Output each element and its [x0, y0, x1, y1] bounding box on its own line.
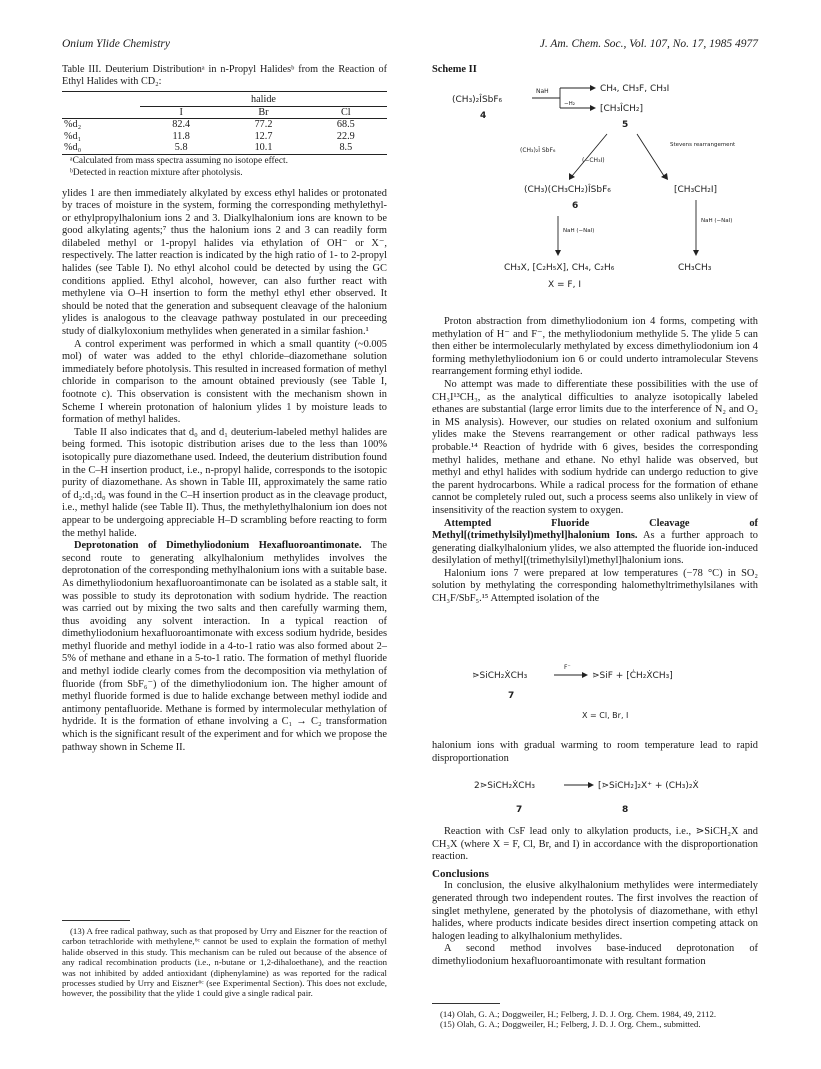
eq1-reactant: ⋗SiCH₂ẊCH₃ — [472, 671, 528, 681]
table-iii-caption: Table III. Deuterium Distributionᵃ in n-Propyl Halidesᵇ from the Reaction of Ethyl Halides with CD₂: — [62, 64, 387, 87]
section-run-in-heading: Deprotonation of Dimethyliodonium Hexafluoroantimonate. — [74, 540, 362, 552]
ethane: CH₃CH₃ — [678, 263, 712, 273]
label-4: 4 — [480, 111, 487, 121]
section-run-in-heading: Attempted Fluoride Cleavage of Methyl[(trimethylsilyl)methyl]halonium Ions. — [432, 517, 758, 542]
arrowhead — [590, 85, 596, 91]
right-footnotes — [432, 1009, 758, 1030]
scheme-ii-diagram — [432, 80, 758, 310]
paragraph: In conclusion, the elusive alkylhalonium methylides were intermediately generated through two independent routes. The first involves the reaction of singlet methylene, generated by the photolysis of diazomethane, with ethyl halides, where products indicate besides direct insertion competing attack on halogen leading to alkylhalonium methylides. — [432, 880, 758, 942]
footnote-14: (14) Olah, G. A.; Doggweiler, H.; Felberg, J. D. J. Org. Chem. 1984, 49, 2112. — [440, 1009, 717, 1019]
ion-6: (CH₃)(CH₃CH₂)ÎSbF₆ — [524, 185, 611, 195]
paragraph: No attempt was made to differentiate these possibilities with the use of CH₃I¹³CH₃, as the analytical difficulties to analyze isotopically labeled ethanes are substantial (large error limits due to the interference of N₂ and O₂ in MS analysis). However, our studies on related oxonium and sulfonium ylides make the Stevens rearrangement or other radical pathways less probable.¹⁴ Reaction of hydride with 6 gives, besides the corresponding methyl halides, methane and ethane. No ethyl halide was observed, but methyl and ethyl halides with sodium hydride can undergo reduction to give the parent hydrocarbons. While a radical process for the formation of ethane cannot be completely ruled out, such a process seems also unlikely in view of insensitivity of the reaction system to oxygen. — [432, 378, 758, 516]
footnote-15: (15) Olah, G. A.; Doggweiler, H.; Felberg, J. D. J. Org. Chem., submitted. — [440, 1019, 701, 1030]
eq2-reactant: 2⋗SiCH₂ẊCH₃ — [474, 781, 535, 791]
arrowhead — [555, 250, 561, 256]
table-cell: 12.7 — [254, 130, 273, 142]
arrowhead — [661, 173, 668, 180]
eq2-label-8: 8 — [622, 805, 629, 815]
paragraph: Halonium ions 7 were prepared at low temperatures (−78 °C) in SO₂ solution by methylating the corresponding halomethyltrimethylsilanes with CH₃F/SbF₅.¹⁵ Attempted isolation of the — [432, 567, 758, 605]
table-cell: 5.8 — [174, 142, 188, 153]
equation-2 — [432, 770, 758, 820]
label-5: 5 — [622, 120, 629, 130]
paragraph — [62, 540, 387, 754]
paragraph: A second method involves base-induced deprotonation of dimethyliodonium hexafluoroantimonate with resultant formation — [432, 943, 758, 967]
table-cell: 22.9 — [336, 130, 355, 142]
paragraph: Reaction with CsF lead only to alkylation products, i.e., ⋗SiCH₂X and CH₃X (where X = F, Cl, Br, and I) in accordance with the disproportionation reaction. — [432, 826, 758, 863]
paragraph: Proton abstraction from dimethyliodonium ion 4 forms, competing with methylation of H⁻ and F⁻, the methyliodonium methylide 5. The ylide 5 can then either be intermolecularly methylated by excess dimethyliodonium ion 4 forming methylethyliodonium ion 6 or could underto intramolecular Stevens rearrangement forming ethyl iodide. — [432, 316, 758, 378]
right-column-bottom — [432, 826, 758, 969]
table-row — [62, 142, 387, 154]
arrowhead — [693, 250, 699, 256]
products-6: CH₃X, [C₂H₅X], CH₄, C₂H₆ — [504, 263, 615, 273]
scheme-ii-title-wrap — [432, 64, 758, 77]
table-cell: 77.2 — [254, 119, 273, 130]
reagent-nah-nai-2: NaH (−NaI) — [701, 218, 733, 224]
right-column-top — [432, 316, 758, 606]
table-cell: 82.4 — [172, 119, 191, 130]
footnote-13: (13) A free radical pathway, such as that proposed by Urry and Eiszner for the reaction of carbon tetrachloride with methylene,⁶ᶜ cannot be used to explain the formation of methyl halide observed in this study. This mechanism can be ruled out because of the absence of any radical recombination products (i.e., n-butane or 1,2-dihaloethane), and the reaction was not inhibited by added antioxidant (diphenylamine) as was reported for the radical processes studied by Urry and Eiszner⁶ᶜ (see Experimental Section). This does not exclude, however, the possibility that the ylide 1 could give a single radical pair. — [62, 926, 387, 999]
left-footnotes — [62, 926, 387, 999]
arrowhead — [582, 672, 588, 678]
eq1-products: ⋗SiF + [ĊH₂ẊCH₃] — [592, 671, 673, 681]
left-column — [62, 64, 387, 754]
table-col-header: Cl — [341, 106, 351, 118]
paragraph: halonium ions with gradual warming to room temperature lead to rapid disproportionation — [432, 740, 758, 764]
eq1-x-definition: X = Cl, Br, I — [582, 711, 629, 720]
row-label: %d₁ — [64, 130, 82, 142]
row-label: %d₂ — [64, 119, 82, 130]
paragraph: ylides 1 are then immediately alkylated by excess ethyl halides or protonated by traces of moisture in the system, forming the corresponding methylethyl- or ethylpropylhalonium ions 2 and 3. Dialkylhalonium ions are known to be good alkylating agents;⁷ thus the halonium ions 2 and 3 can readily form dilabeled methyl or 1-propyl halides via ethylation of OH⁻ or X⁻, respectively. The latter reaction is indicated by the high ratio of 1- to 2-propyl halides (see Table I). No ethyl alcohol could be detected by using the GC conditions applied. Ethyl alcohol, however, can also further react with methylene via O–H insertion to form the methyl ethyl ether observed. It should be noted that the generation and subsequent cleavage of the halonium ylides is analogous to the cleavage pathway postulated in our preceeding study of dialkyloxonium methylides when generated in a similar fashion.¹ — [62, 187, 387, 338]
paragraph: A control experiment was performed in which a small quantity (~0.005 mol) of water was added to the ethyl chloride–diazomethane solution immediately before photolysis. This resulted in increased formation of methyl chloride in comparison to the amount obtained previously (see Table I, footnote c). This observation is consistent with the mechanism shown in Scheme I wherein protonation of halonium ylides 1 by moisture leads to formation of methyl halides. — [62, 338, 387, 426]
scheme-ii-title: Scheme II — [432, 64, 477, 75]
arrow-methylation — [572, 134, 607, 176]
compound-4: (CH₃)₂ÎSbF₆ — [452, 95, 503, 105]
table-cell: 11.8 — [172, 130, 190, 142]
section-heading-conclusions: Conclusions — [432, 867, 489, 880]
ylide-5: [CH₃ÎCH₂] — [600, 104, 643, 114]
table-footnote-b: ᵇDetected in reaction mixture after photolysis. — [70, 167, 243, 178]
x-definition: X = F, I — [548, 280, 581, 290]
arrow-stevens — [637, 134, 664, 176]
reagent-nah: NaH — [536, 88, 549, 95]
footnote-rule — [62, 920, 130, 921]
table-col-header: I — [179, 106, 183, 118]
table-row — [62, 131, 387, 143]
paragraph: Table II also indicates that d₀ and d₁ deuterium-labeled methyl halides are being formed. This isotopic distribution arises due to the less than 100% isotopically pure diazomethane used. Indeed, the deuterium distribution found in the C–H insertion product, i.e., n-propyl halide, corresponds to the isotopic purity of diazomethane. As shown in Table III, approximately the same ratio of d₂:d₁:d₀ was found in the C–H insertion product as in the cleavage product, i.e., methyl halide (see Table II). Thus, the methylethylhalonium ion does not appear to be undergoing appreciable H–D scrambling before reacting to form the methyl halide. — [62, 426, 387, 539]
reagent-side: (CH₃)₂Î SbF₆ — [520, 147, 556, 154]
paragraph-text: The second route to generating alkylhalonium methylides involves the deprotonation of the corresponding methylhalonium ions with a suitable base. As dimethyliodonium hexafluoroantimonate can be isolated as a stable salt, it was possible to study its deprotonation with sodium hydride. The reaction was carried out by mixing the two salts and then carefully warming them, thus avoiding any solvent interaction. In a typical reaction of dimethyliodonium hexafluoroantimonate with excess sodium hydride, besides methyl fluoride and methyl iodide in a 4-to-1 ratio was also formed about 2–5% of methane and ethane in a 5-to-1 ratio. The formation of methyl fluoride and methyl iodide clearly comes from the decomposition via methylation of fluoride (from SbF₆⁻) of the dimethyliodonium ion. The higher amount of methyl fluoride formed is due to halide exchange between methyl iodide and antimony pentafluoride. Methane is formed by intermolecular methylation of hydride. It is the formation of ethane involving a C₁ → C₂ transformation which is the significant result of the experiment and for which we propose the pathway shown in Scheme II. — [62, 540, 387, 753]
eq1-label: 7 — [508, 691, 515, 701]
table-iii — [62, 91, 387, 155]
stevens-label: Stevens rearrangement — [670, 142, 736, 148]
running-header-left: Onium Ylide Chemistry — [62, 38, 170, 50]
eq2-label-7: 7 — [516, 805, 523, 815]
products-top: CH₄, CH₃F, CH₃I — [600, 84, 670, 94]
table-footnote-a: ᵃCalculated from mass spectra assuming no isotope effect. — [70, 155, 288, 166]
running-header-right: J. Am. Chem. Soc., Vol. 107, No. 17, 1985 4977 — [539, 38, 758, 50]
table-cell: 68.5 — [336, 119, 355, 130]
arrowhead — [588, 782, 594, 788]
row-label: %d₀ — [64, 142, 82, 153]
arrowhead — [590, 105, 596, 111]
eq2-products: [⋗SiCH₂]₂X⁺ + (CH₃)₂Ẋ — [598, 781, 699, 791]
table-row — [62, 119, 387, 131]
reagent-minus-h2: −H₂ — [564, 101, 575, 107]
label-6: 6 — [572, 201, 579, 211]
table-col-header: Br — [258, 106, 269, 118]
reagent-minus-ch3i: (−CH₃I) — [582, 157, 605, 164]
ethyl-iodide: [CH₃CH₂I] — [674, 185, 717, 195]
paragraph-text: As a further approach to generating dialkylhalonium ylides, we also attempted the fluoride ion-induced desilylation of methyl[(trimethylsilyl)methyl]halonium ions. — [432, 530, 758, 567]
paragraph — [432, 518, 758, 568]
table-group-header: halide — [140, 92, 387, 107]
table-cell: 8.5 — [339, 142, 353, 153]
reagent-nah-nai: NaH (−NaI) — [563, 228, 595, 234]
right-column-mid — [432, 740, 758, 765]
footnote-rule-right — [432, 1003, 500, 1004]
eq1-reagent: F⁻ — [564, 664, 571, 671]
equation-1 — [432, 656, 758, 736]
table-cell: 10.1 — [254, 142, 273, 153]
